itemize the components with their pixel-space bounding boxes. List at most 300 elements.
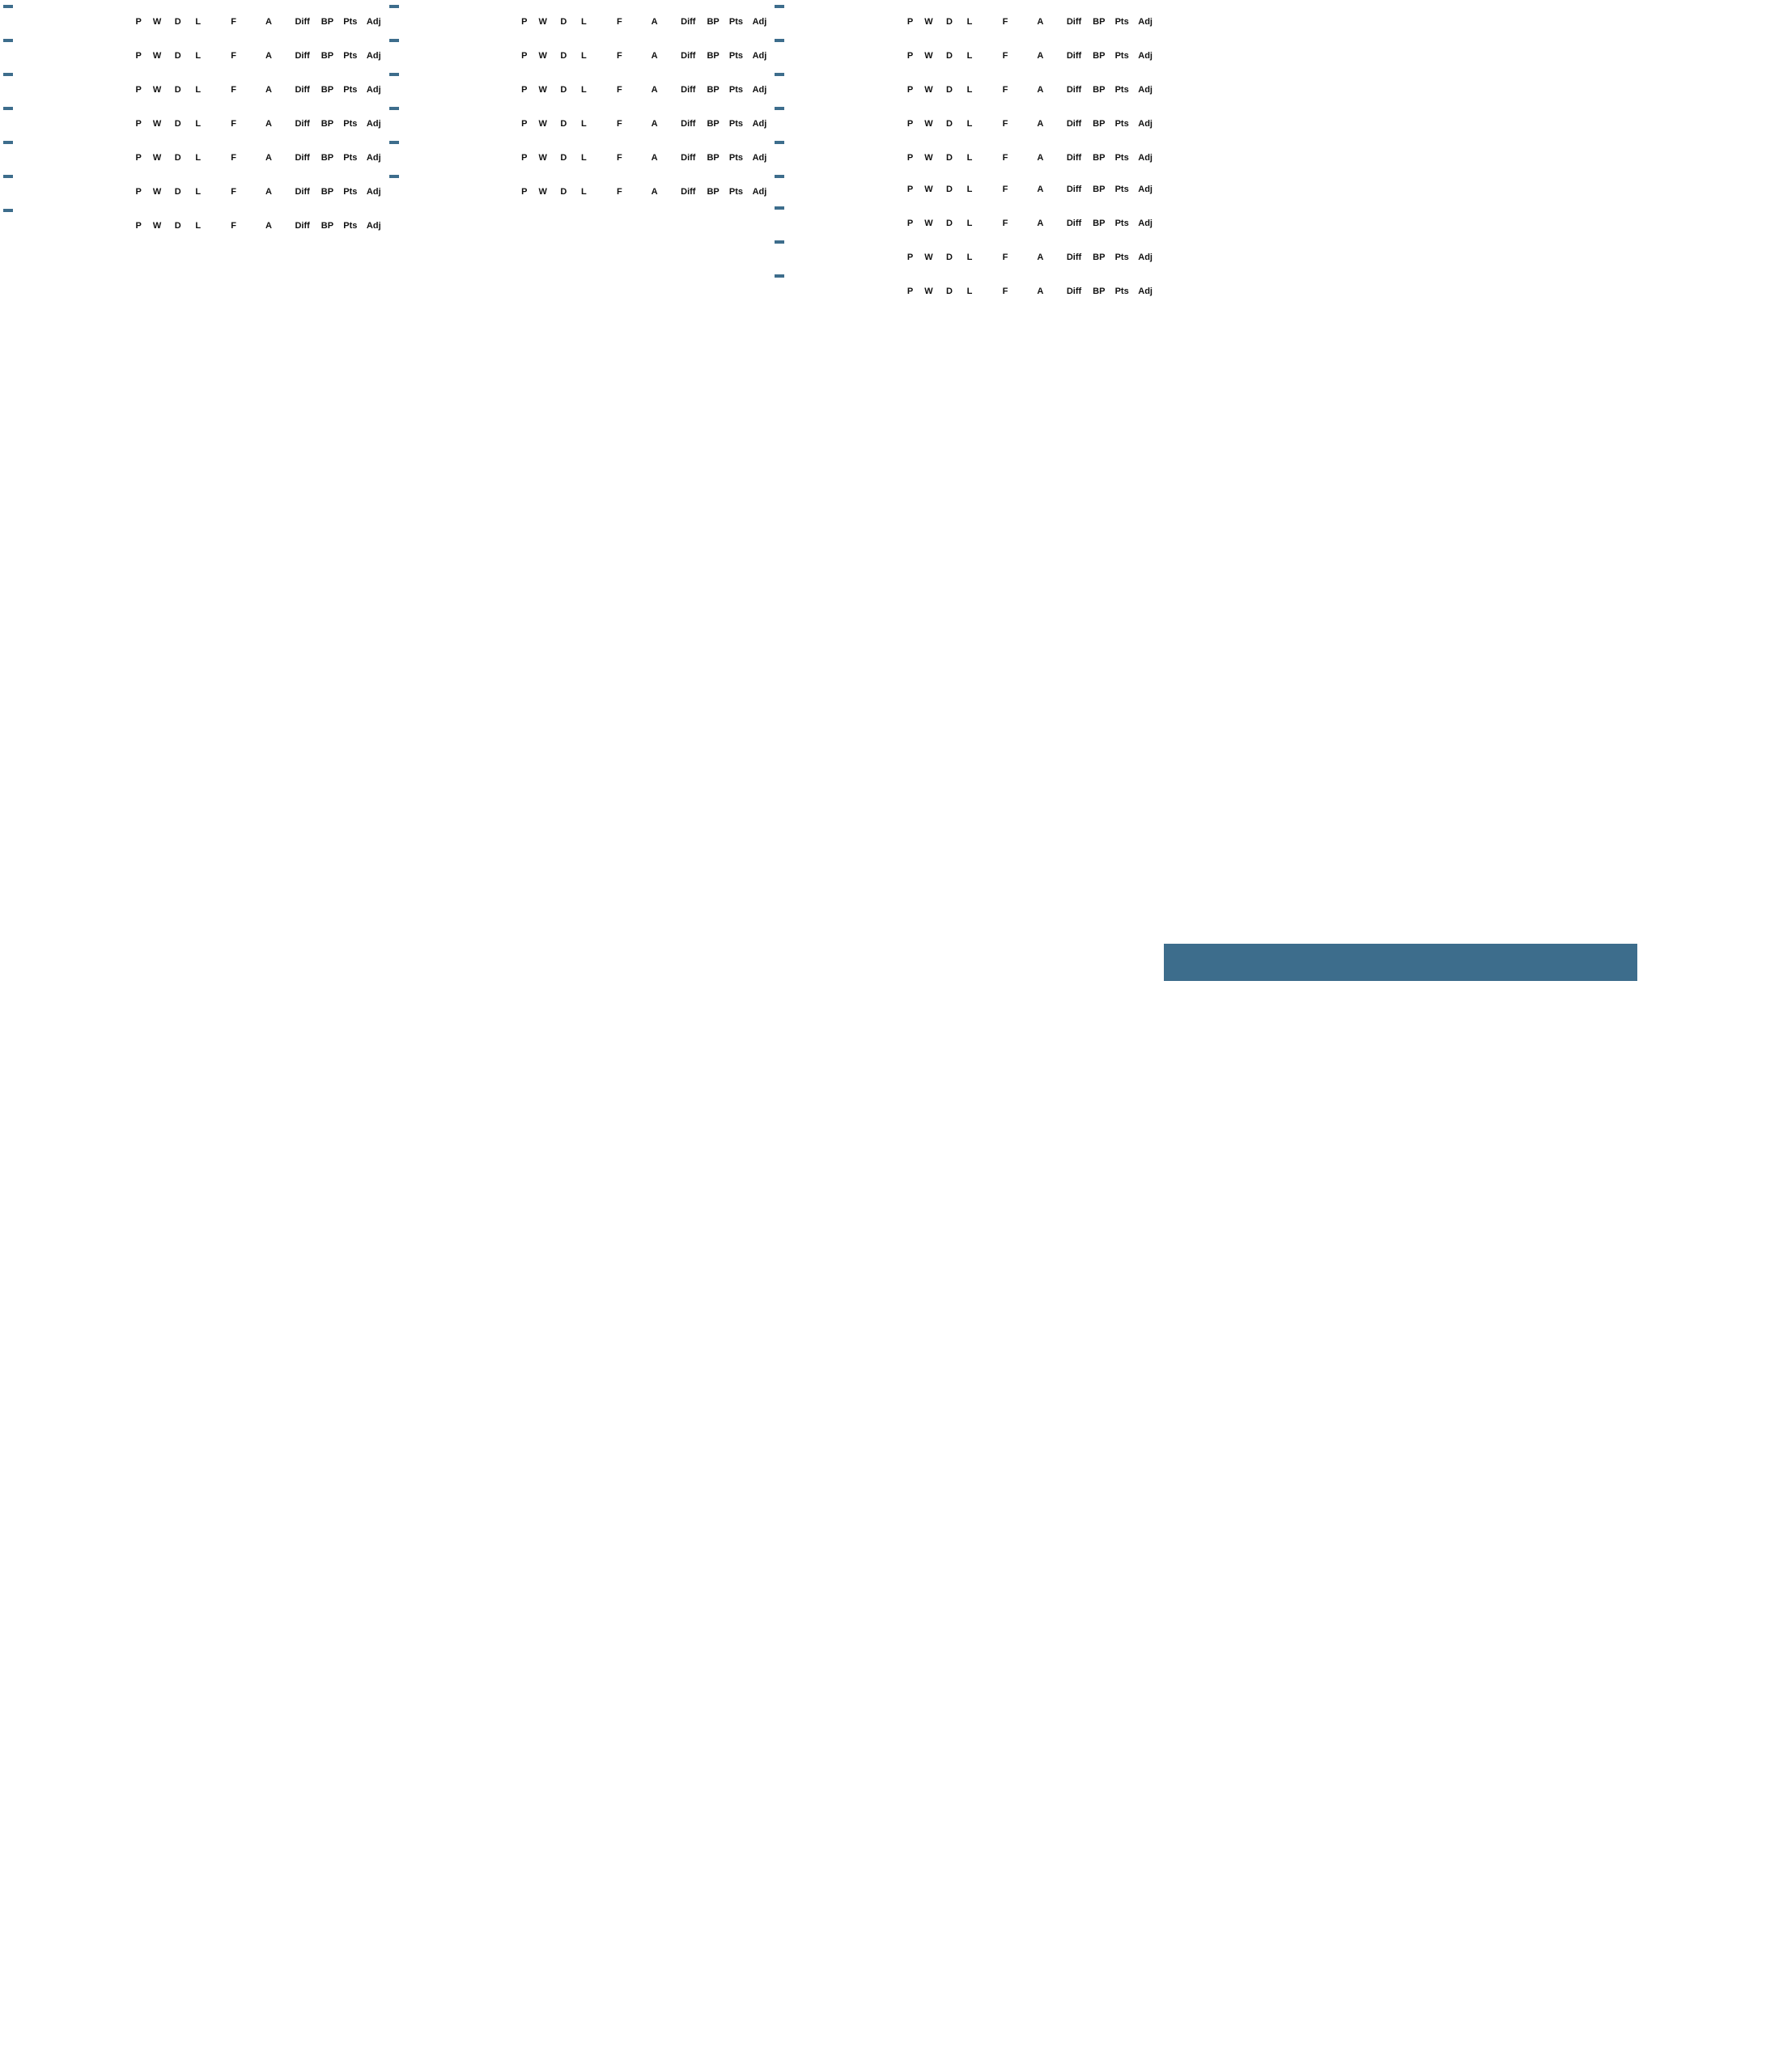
header-f: F — [1002, 119, 1008, 129]
league-table — [775, 185, 1153, 195]
header-f: F — [616, 51, 622, 61]
header-w: W — [152, 119, 162, 129]
header-d: D — [174, 85, 181, 95]
header-diff: Diff — [1066, 119, 1082, 129]
header-l: L — [581, 187, 587, 197]
header-d: D — [174, 221, 181, 231]
column-2 — [389, 0, 767, 2072]
header-w: W — [924, 51, 933, 61]
header-pts: Pts — [1114, 17, 1129, 27]
header-adj: Adj — [752, 51, 767, 61]
header-bp: BP — [321, 51, 334, 61]
header-pts: Pts — [343, 85, 358, 95]
header-team — [775, 51, 893, 62]
header-f: F — [616, 85, 622, 95]
league-block — [775, 0, 1153, 28]
header-f: F — [616, 187, 622, 197]
header-a: A — [265, 51, 272, 61]
header-pts: Pts — [343, 119, 358, 129]
header-diff: Diff — [295, 119, 310, 129]
header-p: P — [135, 17, 142, 27]
header-bp: BP — [321, 187, 334, 197]
header-adj: Adj — [752, 85, 767, 95]
league-title — [389, 39, 399, 42]
header-a: A — [1037, 51, 1044, 61]
league-block — [775, 68, 1153, 96]
header-l: L — [195, 187, 202, 197]
header-f: F — [231, 119, 236, 129]
header-l: L — [195, 85, 202, 95]
header-l: L — [581, 17, 587, 27]
header-w: W — [538, 51, 547, 61]
header-pts: Pts — [1114, 85, 1129, 95]
header-bp: BP — [321, 17, 334, 27]
header-f: F — [1002, 17, 1008, 27]
league-table — [775, 287, 1153, 297]
header-p: P — [521, 51, 528, 61]
league-title — [775, 107, 784, 110]
table-header — [3, 187, 381, 197]
header-d: D — [560, 17, 567, 27]
league-block — [775, 236, 1153, 263]
header-l: L — [966, 153, 973, 163]
header-p: P — [135, 85, 142, 95]
header-f: F — [1002, 287, 1008, 296]
header-team — [775, 17, 893, 28]
header-adj: Adj — [752, 119, 767, 129]
header-bp: BP — [1093, 253, 1106, 262]
table-header — [389, 187, 767, 197]
header-team — [3, 51, 121, 62]
header-team — [775, 119, 893, 130]
header-w: W — [924, 17, 933, 27]
table-header — [775, 185, 1153, 195]
header-team — [775, 287, 893, 297]
header-diff: Diff — [681, 85, 696, 95]
header-diff: Diff — [295, 221, 310, 231]
header-w: W — [538, 153, 547, 163]
header-team — [389, 119, 507, 130]
header-team — [775, 185, 893, 195]
league-block — [389, 68, 767, 96]
header-team — [389, 85, 507, 96]
header-team — [3, 17, 121, 28]
header-adj: Adj — [366, 153, 381, 163]
header-bp: BP — [1093, 185, 1106, 194]
header-d: D — [560, 153, 567, 163]
header-p: P — [906, 119, 914, 129]
header-p: P — [135, 153, 142, 163]
header-a: A — [651, 153, 658, 163]
header-d: D — [560, 85, 567, 95]
league-title — [3, 209, 13, 212]
league-columns — [3, 0, 1153, 2072]
header-w: W — [152, 51, 162, 61]
header-diff: Diff — [1066, 287, 1082, 296]
header-bp: BP — [321, 221, 334, 231]
leaderboard — [1164, 510, 1783, 518]
league-block — [389, 0, 767, 28]
header-d: D — [946, 119, 953, 129]
header-w: W — [924, 153, 933, 163]
header-diff: Diff — [295, 153, 310, 163]
header-bp: BP — [1093, 51, 1106, 61]
header-bp: BP — [1093, 153, 1106, 163]
league-title — [389, 73, 399, 76]
header-diff: Diff — [681, 51, 696, 61]
header-team — [3, 85, 121, 96]
header-f: F — [1002, 185, 1008, 194]
league-title — [775, 206, 784, 210]
league-title — [389, 107, 399, 110]
league-table — [775, 17, 1153, 28]
header-l: L — [195, 17, 202, 27]
header-bp: BP — [1093, 119, 1106, 129]
header-bp: BP — [1093, 17, 1106, 27]
header-team — [3, 153, 121, 163]
league-table — [3, 187, 381, 197]
header-adj: Adj — [1138, 119, 1153, 129]
fantasy-totals-title — [1164, 944, 1637, 981]
league-table — [3, 85, 381, 96]
header-bp: BP — [707, 119, 720, 129]
header-team — [3, 187, 121, 197]
league-block — [775, 202, 1153, 229]
header-w: W — [538, 17, 547, 27]
header-a: A — [651, 187, 658, 197]
header-a: A — [1037, 185, 1044, 194]
header-pts: Pts — [1114, 119, 1129, 129]
header-adj: Adj — [752, 187, 767, 197]
header-f: F — [616, 17, 622, 27]
header-pts: Pts — [1114, 185, 1129, 194]
header-pts: Pts — [728, 85, 744, 95]
header-f: F — [1002, 85, 1008, 95]
header-p: P — [135, 51, 142, 61]
header-w: W — [152, 17, 162, 27]
header-team — [389, 153, 507, 163]
header-w: W — [538, 85, 547, 95]
header-d: D — [946, 85, 953, 95]
league-title — [3, 141, 13, 144]
league-table — [389, 187, 767, 197]
header-pts: Pts — [728, 187, 744, 197]
table-header — [389, 85, 767, 96]
header-d: D — [946, 17, 953, 27]
header-d: D — [946, 51, 953, 61]
header-team — [775, 85, 893, 96]
header-team — [3, 221, 121, 231]
header-p: P — [521, 85, 528, 95]
header-a: A — [265, 187, 272, 197]
header-d: D — [174, 51, 181, 61]
league-table — [3, 119, 381, 130]
header-d: D — [174, 17, 181, 27]
table-header — [775, 253, 1153, 263]
table-header — [3, 153, 381, 163]
header-d: D — [174, 119, 181, 129]
header-p: P — [906, 185, 914, 194]
header-pts: Pts — [728, 51, 744, 61]
header-pts: Pts — [343, 153, 358, 163]
league-table — [389, 85, 767, 96]
header-d: D — [560, 51, 567, 61]
header-adj: Adj — [1138, 253, 1153, 262]
table-header — [775, 287, 1153, 297]
table-header — [775, 153, 1153, 163]
header-diff: Diff — [681, 17, 696, 27]
header-p: P — [521, 187, 528, 197]
header-f: F — [1002, 153, 1008, 163]
column-3 — [775, 0, 1153, 2072]
league-table — [775, 85, 1153, 96]
header-bp: BP — [1093, 287, 1106, 296]
header-p: P — [906, 17, 914, 27]
league-title — [775, 175, 784, 178]
header-l: L — [195, 51, 202, 61]
header-diff: Diff — [681, 153, 696, 163]
table-header — [389, 51, 767, 62]
header-a: A — [1037, 153, 1044, 163]
league-table — [3, 51, 381, 62]
header-bp: BP — [707, 51, 720, 61]
table-header — [775, 219, 1153, 229]
table-header — [775, 17, 1153, 28]
header-adj: Adj — [1138, 17, 1153, 27]
header-bp: BP — [1093, 219, 1106, 228]
table-header — [3, 221, 381, 231]
header-d: D — [946, 219, 953, 228]
header-pts: Pts — [343, 51, 358, 61]
header-a: A — [265, 85, 272, 95]
header-adj: Adj — [752, 153, 767, 163]
league-table — [775, 219, 1153, 229]
header-f: F — [231, 221, 236, 231]
header-p: P — [135, 221, 142, 231]
header-pts: Pts — [343, 17, 358, 27]
league-title — [3, 5, 13, 8]
league-block — [775, 102, 1153, 130]
header-l: L — [966, 51, 973, 61]
header-d: D — [946, 185, 953, 194]
header-w: W — [152, 85, 162, 95]
header-adj: Adj — [366, 221, 381, 231]
league-block — [3, 136, 381, 163]
league-title — [775, 5, 784, 8]
header-l: L — [966, 253, 973, 262]
league-table — [3, 17, 381, 28]
header-w: W — [924, 185, 933, 194]
header-l: L — [966, 287, 973, 296]
header-diff: Diff — [1066, 185, 1082, 194]
header-team — [3, 119, 121, 130]
header-diff: Diff — [295, 85, 310, 95]
league-block — [775, 136, 1153, 163]
league-table — [389, 153, 767, 163]
header-w: W — [152, 153, 162, 163]
league-table — [3, 221, 381, 231]
header-bp: BP — [707, 187, 720, 197]
header-l: L — [966, 119, 973, 129]
league-table — [389, 51, 767, 62]
header-bp: BP — [321, 119, 334, 129]
header-pts: Pts — [1114, 287, 1129, 296]
header-p: P — [521, 119, 528, 129]
header-l: L — [195, 119, 202, 129]
table-header — [389, 153, 767, 163]
header-pts: Pts — [1114, 219, 1129, 228]
header-w: W — [924, 253, 933, 262]
header-w: W — [152, 187, 162, 197]
table-header — [3, 119, 381, 130]
header-a: A — [265, 17, 272, 27]
header-d: D — [946, 153, 953, 163]
table-header — [389, 119, 767, 130]
header-w: W — [152, 221, 162, 231]
league-title — [389, 141, 399, 144]
header-f: F — [231, 85, 236, 95]
header-d: D — [560, 187, 567, 197]
league-block — [3, 170, 381, 197]
header-pts: Pts — [343, 221, 358, 231]
header-adj: Adj — [1138, 219, 1153, 228]
header-d: D — [560, 119, 567, 129]
header-a: A — [1037, 219, 1044, 228]
header-l: L — [966, 219, 973, 228]
header-adj: Adj — [1138, 85, 1153, 95]
league-table — [775, 51, 1153, 62]
header-f: F — [1002, 219, 1008, 228]
header-a: A — [651, 119, 658, 129]
header-w: W — [924, 287, 933, 296]
header-a: A — [1037, 119, 1044, 129]
header-f: F — [231, 153, 236, 163]
league-title — [775, 274, 784, 278]
league-block — [389, 102, 767, 130]
header-p: P — [906, 51, 914, 61]
header-diff: Diff — [1066, 51, 1082, 61]
header-a: A — [1037, 17, 1044, 27]
header-w: W — [924, 219, 933, 228]
header-diff: Diff — [1066, 17, 1082, 27]
header-bp: BP — [321, 85, 334, 95]
table-header — [775, 119, 1153, 130]
header-diff: Diff — [1066, 153, 1082, 163]
league-table — [775, 153, 1153, 163]
league-block — [389, 136, 767, 163]
header-f: F — [616, 153, 622, 163]
league-table — [389, 119, 767, 130]
header-p: P — [135, 187, 142, 197]
header-bp: BP — [707, 17, 720, 27]
header-adj: Adj — [1138, 185, 1153, 194]
header-diff: Diff — [295, 17, 310, 27]
header-f: F — [1002, 51, 1008, 61]
header-l: L — [195, 153, 202, 163]
header-adj: Adj — [366, 187, 381, 197]
league-title — [3, 39, 13, 42]
header-l: L — [966, 17, 973, 27]
league-title — [3, 73, 13, 76]
header-adj: Adj — [1138, 153, 1153, 163]
header-l: L — [581, 119, 587, 129]
header-a: A — [265, 119, 272, 129]
league-title — [3, 107, 13, 110]
league-title — [389, 175, 399, 178]
header-adj: Adj — [1138, 51, 1153, 61]
header-team — [389, 187, 507, 197]
header-team — [775, 153, 893, 163]
header-pts: Pts — [728, 119, 744, 129]
league-block — [389, 34, 767, 62]
header-bp: BP — [707, 153, 720, 163]
header-w: W — [924, 119, 933, 129]
table-header — [775, 51, 1153, 62]
header-a: A — [651, 51, 658, 61]
league-block — [3, 0, 381, 28]
header-p: P — [135, 119, 142, 129]
header-diff: Diff — [681, 119, 696, 129]
table-header — [775, 85, 1153, 96]
header-l: L — [581, 153, 587, 163]
header-diff: Diff — [295, 51, 310, 61]
header-bp: BP — [1093, 85, 1106, 95]
header-pts: Pts — [1114, 253, 1129, 262]
league-block — [3, 102, 381, 130]
header-diff: Diff — [681, 187, 696, 197]
league-title — [775, 141, 784, 144]
header-p: P — [906, 153, 914, 163]
header-diff: Diff — [1066, 219, 1082, 228]
header-a: A — [651, 17, 658, 27]
header-bp: BP — [707, 85, 720, 95]
header-w: W — [538, 187, 547, 197]
header-d: D — [946, 287, 953, 296]
header-w: W — [924, 85, 933, 95]
league-table — [3, 153, 381, 163]
header-d: D — [946, 253, 953, 262]
header-team — [775, 219, 893, 229]
header-adj: Adj — [366, 85, 381, 95]
header-f: F — [231, 17, 236, 27]
table-header — [3, 51, 381, 62]
league-title — [775, 240, 784, 244]
header-p: P — [906, 287, 914, 296]
header-p: P — [521, 17, 528, 27]
header-a: A — [1037, 253, 1044, 262]
header-a: A — [1037, 287, 1044, 296]
table-header — [3, 17, 381, 28]
header-l: L — [966, 85, 973, 95]
league-table — [389, 17, 767, 28]
header-bp: BP — [321, 153, 334, 163]
header-d: D — [174, 187, 181, 197]
header-f: F — [231, 187, 236, 197]
league-title — [3, 175, 13, 178]
header-a: A — [265, 221, 272, 231]
header-a: A — [1037, 85, 1044, 95]
header-p: P — [906, 253, 914, 262]
header-diff: Diff — [295, 187, 310, 197]
header-p: P — [906, 219, 914, 228]
league-block — [775, 270, 1153, 297]
header-team — [389, 17, 507, 28]
header-pts: Pts — [343, 187, 358, 197]
header-f: F — [616, 119, 622, 129]
column-1 — [3, 0, 381, 2072]
header-pts: Pts — [728, 17, 744, 27]
header-l: L — [581, 85, 587, 95]
